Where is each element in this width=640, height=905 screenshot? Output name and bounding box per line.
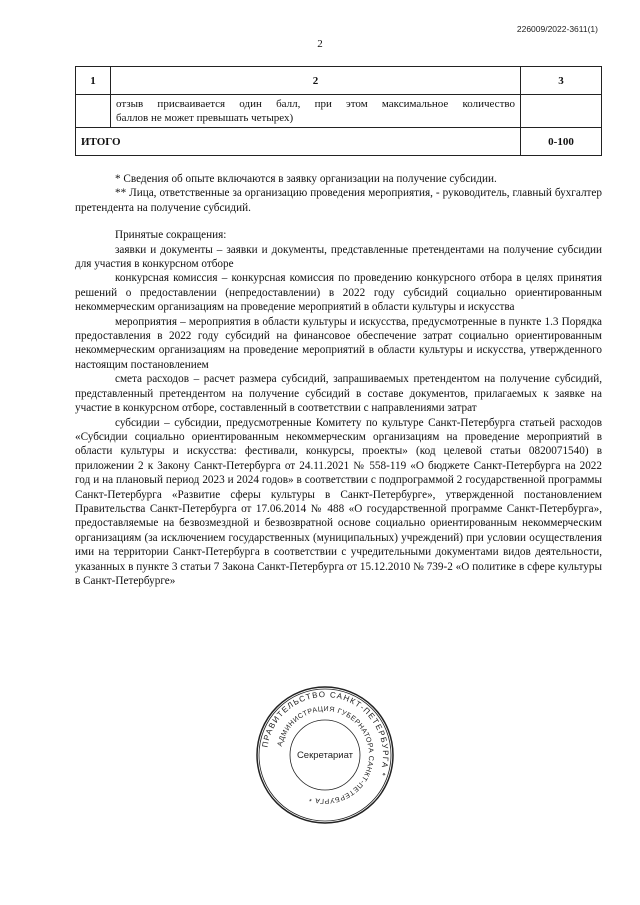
abbreviation-item: субсидии – субсидии, предусмотренные Комитету по культуре Санкт-Петербурга статьей расходов «Субсидии социально ориентированным некоммерческим организациям на проведение мероприятий в области культуры и искусства: фестивали, конкурсы, проекты» (код целевой статьи 0820071540) в приложении 2 к Закону Санкт-Петербурга от 24.11.2021 № 558-119 «О бюджете Санкт-Петербурга на 2022 год и на плановый период 2023 и 2024 годов» в соответствии с подпрограммой 2 государственной программы Санкт-Петербурга «Развитие сферы культуры в Санкт-Петербурге», утвержденной постановлением Правительства Санкт-Петербурга от 17.06.2014 № 488 «О государственной программе Санкт-Петербурга», предоставляемые на безвозмездной и безвозвратной основе социально ориентированным некоммерческим организациям (за исключением государственных (муниципальных) учреждений) при условии осуществления ими на территории Санкт-Петербурга в соответствии с учредительными документами видов деятельности, указанных в пункте 3 статьи 7 Закона Санкт-Петербурга от 15.12.2010 № 739-2 «О политике в сфере культуры в Санкт-Петербурге» — [75, 416, 602, 587]
total-label: ИТОГО — [76, 128, 521, 156]
column-header-2: 2 — [111, 67, 521, 95]
column-header-3: 3 — [521, 67, 602, 95]
footnote-1: * Сведения об опыте включаются в заявку организации на получение субсидии. — [115, 173, 497, 185]
document-number: 226009/2022-3611(1) — [516, 24, 598, 34]
abbreviation-item: смета расходов – расчет размера субсидий, запрашиваемых претендентом на получение субсидий, представленный претендентом на получение субсидий в составе документов, прилагаемых к заявке на участие в конкурсном отборе, составленный в соответствии с направлениями затрат — [75, 373, 602, 415]
table-cell-text — [111, 95, 521, 128]
table-row — [76, 95, 602, 128]
page-number: 2 — [317, 38, 323, 50]
total-value: 0-100 — [521, 128, 602, 156]
svg-text:АДМИНИСТРАЦИЯ ГУБЕРНАТОРА САНК: АДМИНИСТРАЦИЯ ГУБЕРНАТОРА САНКТ-ПЕТЕРБУРГА * — [276, 705, 375, 805]
abbreviations-title: Принятые сокращения: — [115, 229, 227, 242]
footnote-2: ** Лица, ответственные за организацию проведения мероприятия, - руководитель, главный бухгалтер претендента на получение субсидий. — [75, 187, 602, 214]
stamp-center-text: Секретариат — [296, 750, 354, 761]
abbreviation-item: мероприятия – мероприятия в области культуры и искусства, предусмотренные в пункте 1.3 Порядка предоставления в 2022 году субсидий на финансовое обеспечение затрат социально ориентированным некоммерческим организациям на проведение мероприятий в области культуры и искусства, утвержденного настоящим постановлением — [75, 315, 602, 371]
table-cell-empty — [76, 95, 111, 128]
table-cell-empty — [521, 95, 602, 128]
document-body — [75, 172, 602, 588]
column-header-1: 1 — [76, 67, 111, 95]
total-row — [76, 128, 602, 156]
table-header-row — [76, 67, 602, 95]
row-text-line-1: отзыв присваивается один балл, при этом максимальное количество — [116, 98, 515, 110]
criteria-table — [75, 66, 602, 156]
abbreviation-item: заявки и документы – заявки и документы, представленные претендентами на получение субсидии для участия в конкурсном отборе — [75, 243, 602, 271]
abbreviation-item: конкурсная комиссия – конкурсная комиссия по проведению конкурсного отбора в целях принятия решений о предоставлении (непредоставлении) в 2022 году субсидий социально ориентированным некоммерческим организациям на проведение мероприятий в области культуры и искусства — [75, 272, 602, 314]
official-seal-stamp — [255, 685, 395, 825]
row-text-line-2: баллов не может превышать четырех) — [116, 112, 294, 124]
svg-text:ПРАВИТЕЛЬСТВО САНКТ-ПЕТЕРБУРГА: ПРАВИТЕЛЬСТВО САНКТ-ПЕТЕРБУРГА * — [260, 689, 391, 778]
